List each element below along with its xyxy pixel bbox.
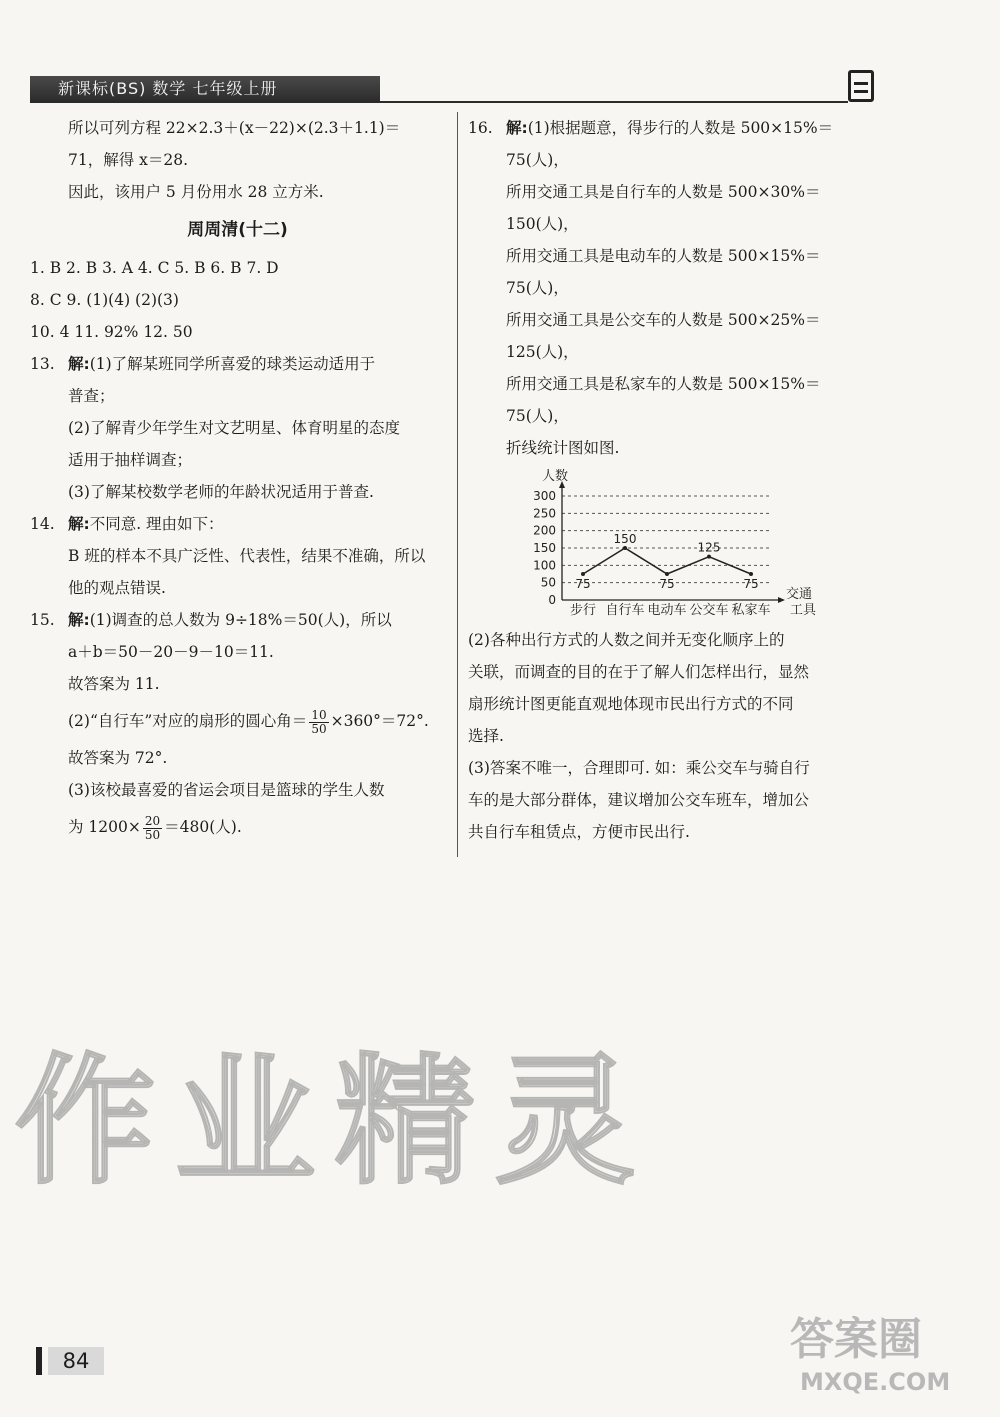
text-line: 150(人)， [506,215,579,233]
text-line: 所用交通工具是公交车的人数是 500×25%＝ [506,311,821,329]
page-number-marker [36,1347,42,1375]
text-line: (1)调查的总人数为 9÷18%＝50(人)，所以 [89,611,392,629]
q15-first-line [30,604,445,636]
text-line: 车的是大部分群体，建议增加公交车班车，增加公 [468,791,810,809]
text-line: 普查； [68,387,115,405]
x-axis-label: 工具 [790,603,817,618]
text-fragment: ×360°＝72°. [330,712,429,730]
data-label: 75 [743,577,759,591]
text-fragment: (2)“自行车”对应的扇形的圆心角＝ [68,712,308,730]
page-number: 84 [48,1347,104,1375]
x-axis-arrow [778,597,785,603]
text-line: 75(人)， [506,407,569,425]
x-tick-label: 步行 [569,603,597,618]
text-line: (3)答案不唯一，合理即可. 如：乘公交车与骑自行 [468,759,810,777]
x-tick-label: 公交车 [689,603,729,618]
y-tick-label: 150 [533,541,556,555]
q14-first-line [30,508,445,540]
watermark-text: 作业精灵 [15,1041,656,1204]
question-number: 15. [30,611,55,629]
y-tick-label: 100 [533,558,556,573]
data-point [623,546,627,550]
fraction-numerator: 10 [311,707,327,722]
answer-line: 10. 4 11. 92% 12. 50 [30,323,193,341]
text-line: 故答案为 72°. [68,749,168,767]
data-label: 125 [697,540,721,555]
text-line: (3)该校最喜爱的省运会项目是篮球的学生人数 [68,781,385,799]
fraction [309,709,328,736]
text-line [30,700,445,742]
answer-line: 1. B 2. B 3. A 4. C 5. B 6. B 7. D [30,259,279,277]
text-line: 71，解得 x＝28. [68,151,189,169]
text-line: 折线统计图如图. [506,439,620,457]
data-label: 150 [613,532,637,546]
y-tick-label: 250 [533,506,556,521]
y-tick-label: 300 [533,489,556,503]
section-title: 周周清(十二) [187,220,288,240]
line-chart-svg [518,469,838,618]
text-line: 所用交通工具是私家车的人数是 500×15%＝ [506,375,821,393]
data-point [581,572,585,576]
text-line: 共自行车租赁点，方便市民出行. [468,823,690,841]
line-chart [518,469,888,618]
text-fragment: 为 1200× [68,818,141,836]
q16-first-line [468,112,888,144]
text-line: (3)了解某校数学老师的年龄状况适用于普查. [68,483,374,501]
site-url-watermark: MXQE.COM [800,1368,951,1396]
text-line: 他的观点错误. [68,579,166,597]
solution-label: 解: [68,515,90,533]
text-line: B 班的样本不具广泛性、代表性，结果不准确，所以 [68,547,426,565]
data-point [665,572,669,576]
column-divider [457,112,458,857]
y-tick-label: 0 [548,593,556,607]
solution-label: 解: [68,355,90,373]
text-line: 故答案为 11. [68,675,160,693]
x-axis-label: 交通 [786,587,813,602]
text-line: 75(人)， [506,279,569,297]
header-title: 新课标(BS) 数学 七年级上册 [30,76,380,102]
text-fragment: ＝480(人). [164,818,242,836]
text-line: 125(人)， [506,343,579,361]
answer-line: 8. C 9. (1)(4) (2)(3) [30,291,179,309]
text-line: 因此，该用户 5 月份用水 28 立方米. [68,183,324,201]
series-line [583,548,751,574]
data-point [707,555,711,559]
question-number: 14. [30,515,55,533]
q13-first-line [30,348,445,380]
y-axis-label: 人数 [542,469,569,484]
text-line: (2)了解青少年学生对文艺明星、体育明星的态度 [68,419,400,437]
y-tick-label: 50 [540,575,556,590]
right-column [468,112,888,848]
header-rule [30,101,848,103]
y-tick-label: 200 [533,523,556,538]
question-number: 16. [468,119,493,137]
solution-label: 解: [506,119,528,137]
text-line [30,806,445,848]
text-line: (1)了解某班同学所喜爱的球类运动适用于 [89,355,376,373]
book-icon [848,70,874,102]
data-label: 75 [575,577,591,591]
x-tick-label: 自行车 [605,603,645,618]
fraction-denominator: 50 [311,721,327,736]
solution-label: 解: [68,611,90,629]
data-point [749,572,753,576]
data-label: 75 [659,577,675,591]
text-line: 不同意. 理由如下： [89,515,224,533]
question-number: 13. [30,355,55,373]
text-line: 所用交通工具是电动车的人数是 500×15%＝ [506,247,821,265]
text-line: 关联，而调查的目的在于了解人们怎样出行，显然 [468,663,810,681]
x-tick-label: 私家车 [731,603,771,618]
x-tick-label: 电动车 [647,603,687,618]
text-line: (2)各种出行方式的人数之间并无变化顺序上的 [468,631,785,649]
text-line: 所以可列方程 22×2.3＋(x－22)×(2.3＋1.1)＝ [68,119,401,137]
left-column [30,112,445,848]
fraction [143,815,162,842]
fraction-denominator: 50 [144,827,161,842]
fraction-numerator: 20 [144,813,161,828]
text-line: 75(人)， [506,151,569,169]
text-line: 选择. [468,727,504,745]
text-line: 扇形统计图更能直观地体现市民出行方式的不同 [468,695,794,713]
text-line: (1)根据题意，得步行的人数是 500×15%＝ [527,119,834,137]
text-line: 所用交通工具是自行车的人数是 500×30%＝ [506,183,821,201]
text-line: 适用于抽样调查； [68,451,193,469]
text-line: a＋b＝50－20－9－10＝11. [68,643,274,661]
site-logo-watermark: 答案圈 [790,1314,922,1365]
